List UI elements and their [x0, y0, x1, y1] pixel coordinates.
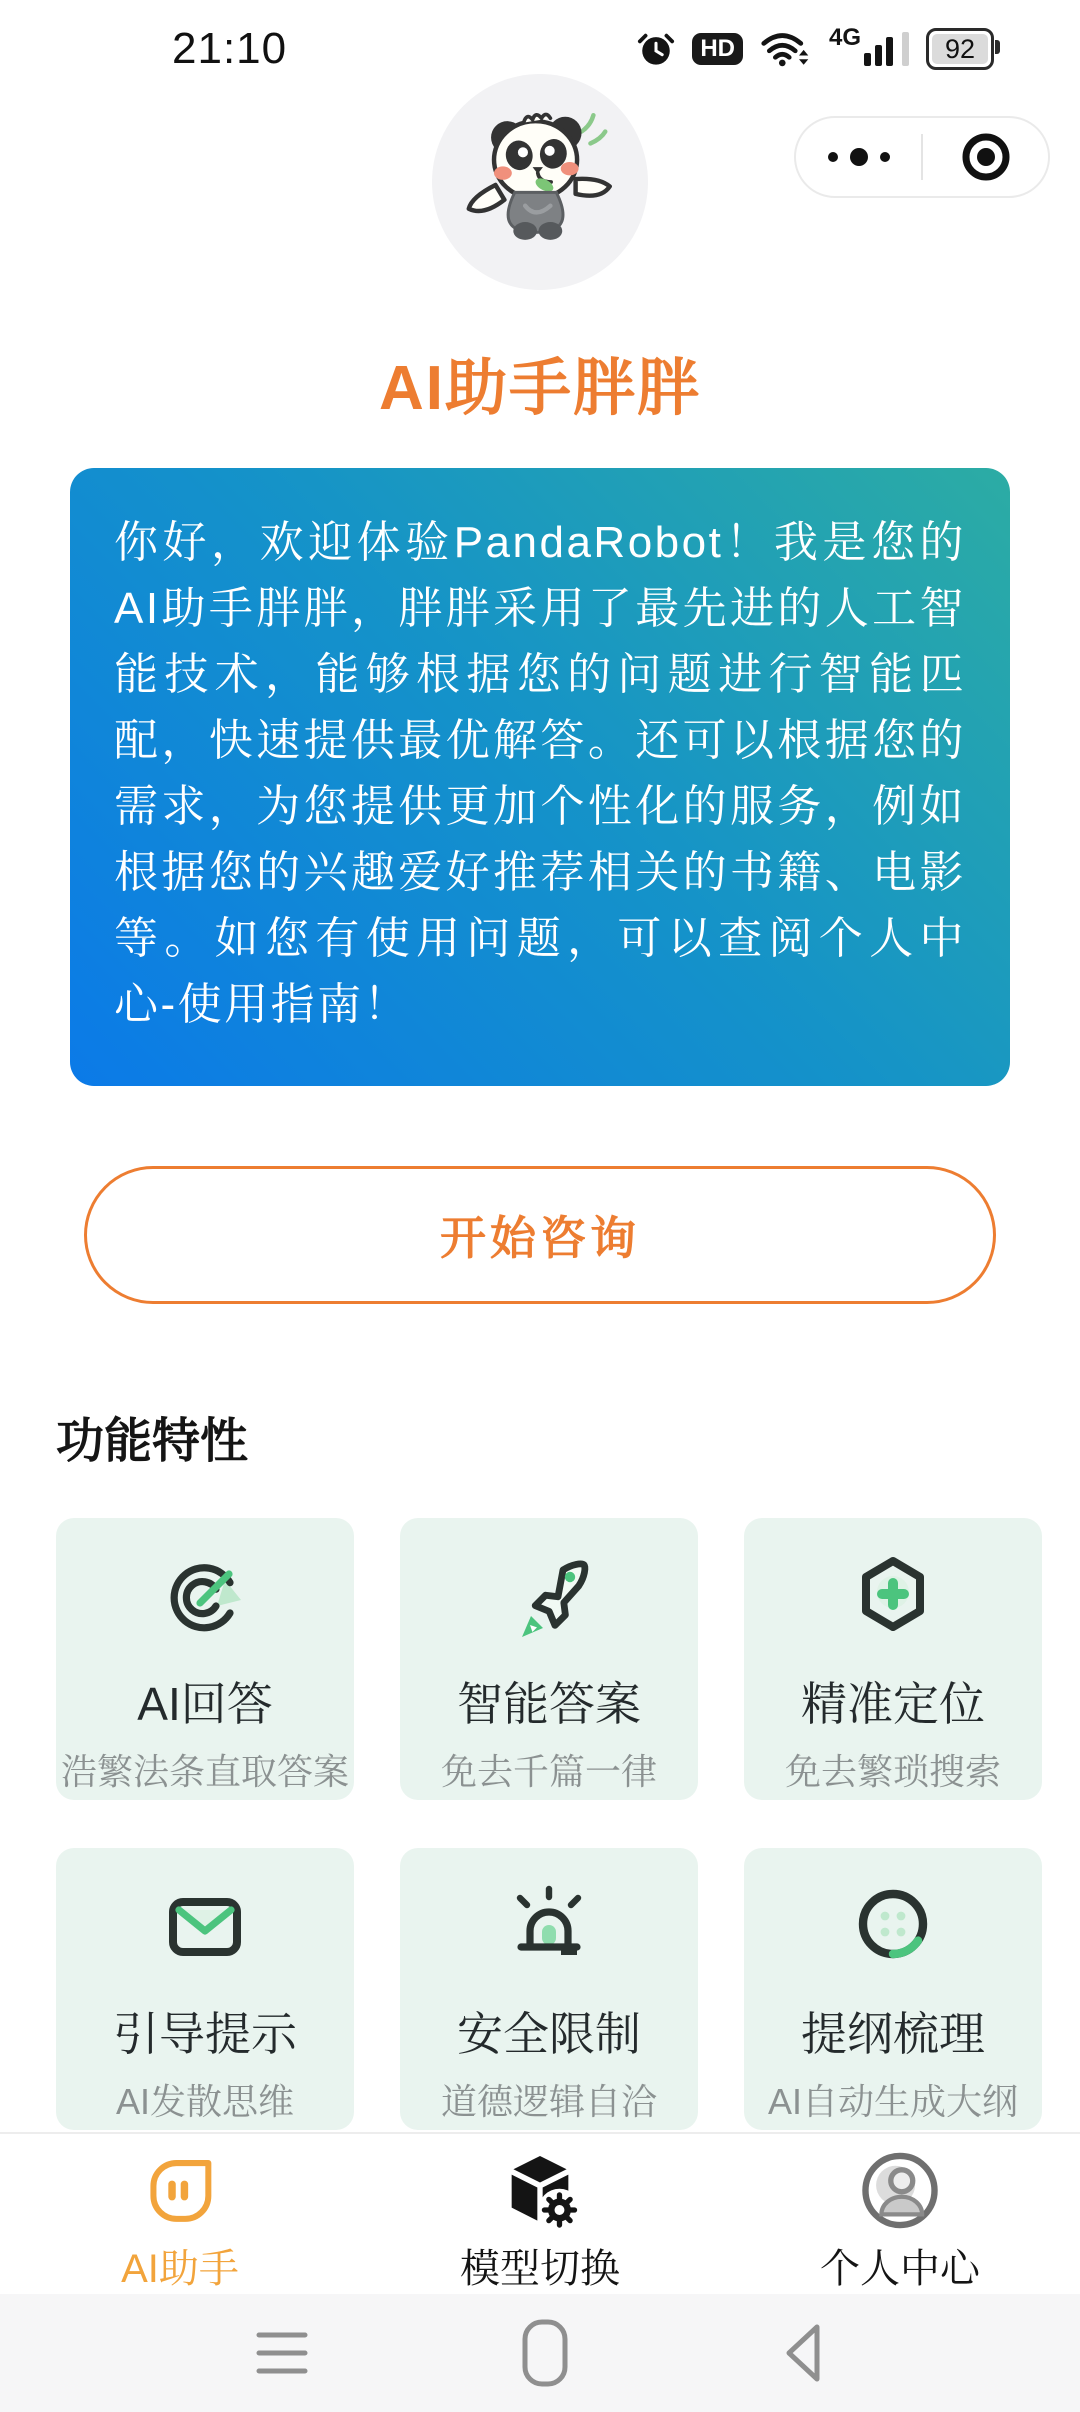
feature-subtitle: 免去千篇一律	[440, 1751, 657, 1792]
hd-icon: HD	[692, 33, 743, 65]
model-cube-icon	[497, 2148, 583, 2233]
ellipsis-icon	[828, 148, 890, 166]
feature-card-smart-answer[interactable]	[400, 1518, 698, 1800]
feature-subtitle: 免去繁琐搜索	[784, 1751, 1001, 1792]
back-icon	[781, 2321, 825, 2385]
feature-title: 安全限制	[457, 2008, 641, 2060]
status-time: 21:10	[172, 24, 288, 73]
welcome-card	[70, 468, 1010, 1086]
feature-title: 精准定位	[801, 1678, 985, 1730]
tab-label: 个人中心	[820, 2247, 980, 2291]
feature-title: 智能答案	[457, 1678, 641, 1730]
menu-button[interactable]	[255, 2330, 309, 2376]
page-title: AI助手胖胖	[378, 354, 701, 423]
tab-label: 模型切换	[460, 2247, 620, 2291]
avatar	[432, 74, 648, 290]
start-consult-button[interactable]: 开始咨询	[84, 1166, 996, 1304]
chat-bot-icon	[137, 2148, 223, 2233]
cellular-signal-icon	[828, 24, 909, 66]
progress-circle-icon	[845, 1880, 941, 1976]
home-icon	[521, 2318, 569, 2388]
status-bar	[0, 0, 1080, 92]
tab-label: AI助手	[121, 2247, 239, 2291]
tab-personal-center[interactable]	[720, 2134, 1080, 2294]
wifi-icon	[760, 29, 812, 69]
features-section-title: 功能特性	[56, 1415, 249, 1468]
feature-card-guide-tips[interactable]	[56, 1848, 354, 2130]
menu-icon	[255, 2330, 309, 2376]
feature-card-outline[interactable]	[744, 1848, 1042, 2130]
home-button[interactable]	[521, 2318, 569, 2388]
alarm-clock-icon	[637, 30, 675, 68]
tab-model-switch[interactable]	[360, 2134, 720, 2294]
feature-subtitle: AI发散思维	[115, 2081, 294, 2122]
tab-ai-assistant[interactable]	[0, 2134, 360, 2294]
feature-title: 引导提示	[113, 2008, 297, 2060]
more-button[interactable]	[796, 118, 921, 196]
envelope-icon	[157, 1880, 253, 1976]
tab-bar	[0, 2132, 1080, 2294]
target-pencil-icon	[157, 1550, 253, 1646]
feature-card-safety-limit[interactable]	[400, 1848, 698, 2130]
back-button[interactable]	[781, 2321, 825, 2385]
feature-card-precise-locate[interactable]	[744, 1518, 1042, 1800]
miniprogram-capsule	[794, 116, 1050, 198]
panda-illustration	[451, 93, 629, 271]
network-type-label: 4G	[828, 24, 861, 51]
circle-dot-icon	[959, 130, 1013, 184]
welcome-text: 你好，欢迎体验PandaRobot！我是您的AI助手胖胖，胖胖采用了最先进的人工智能技术，能够根据您的问题进行智能匹配，快速提供最优解答。还可以根据您的需求，为您提供更加个性化的服务，例如根据您的兴趣爱好推荐相关的书籍、电影等。如您有使用问题，可以查阅个人中心-使用指南！	[114, 518, 966, 1029]
feature-subtitle: 浩繁法条直取答案	[60, 1751, 349, 1792]
feature-title: AI回答	[137, 1678, 273, 1730]
battery-icon	[926, 28, 994, 70]
battery-percent: 92	[944, 33, 976, 64]
feature-card-ai-answer[interactable]	[56, 1518, 354, 1800]
hexagon-plus-icon	[845, 1550, 941, 1646]
android-nav-bar	[0, 2294, 1080, 2412]
feature-subtitle: AI自动生成大纲	[767, 2081, 1018, 2122]
features-grid	[56, 1518, 1042, 2130]
siren-icon	[501, 1880, 597, 1976]
status-icons	[637, 24, 994, 70]
exit-button[interactable]	[923, 118, 1048, 196]
rocket-icon	[501, 1550, 597, 1646]
feature-title: 提纲梳理	[801, 2008, 985, 2060]
person-icon	[857, 2148, 943, 2233]
feature-subtitle: 道德逻辑自洽	[440, 2081, 657, 2122]
